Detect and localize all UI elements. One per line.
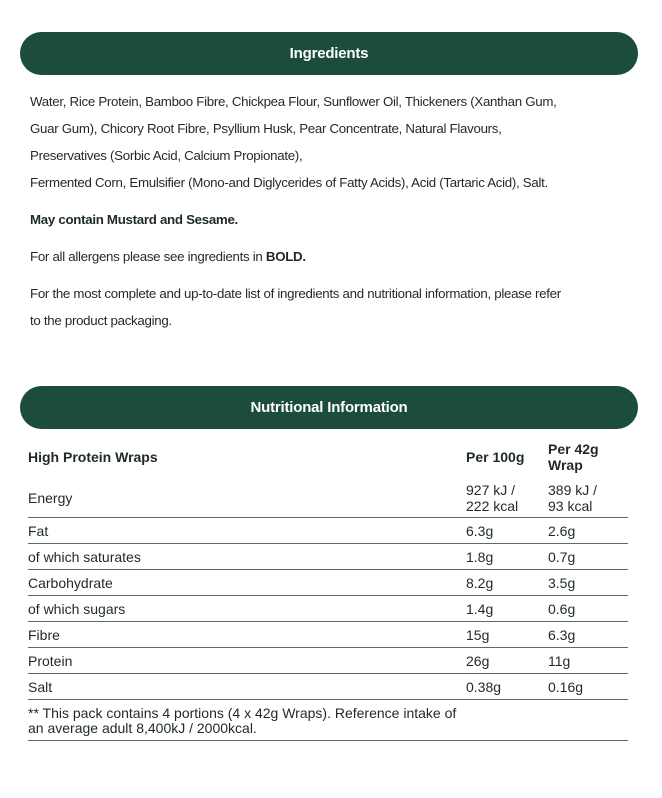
nutrient-label: Protein xyxy=(28,652,73,669)
may-contain-note: May contain Mustard and Sesame. xyxy=(30,212,238,227)
per-wrap-value: 0.16g xyxy=(548,678,584,695)
energy-kcal-per-100g: 222 kcal xyxy=(466,497,519,514)
nutrition-footnote xyxy=(28,700,628,740)
energy-kcal-per-wrap: 93 kcal xyxy=(548,497,593,514)
nutrition-heading: Nutritional Information xyxy=(250,399,408,416)
nutrient-label: Energy xyxy=(28,489,73,506)
complete-info-line: to the product packaging. xyxy=(30,313,172,328)
footnote-text: ** This pack contains 4 portions (4 x 42g Wraps). Reference intake of an average adult 8,400kJ / 2000kcal. xyxy=(28,705,457,736)
per-100g-value: 26g xyxy=(466,652,490,669)
product-column-header: High Protein Wraps xyxy=(28,449,158,465)
table-row xyxy=(28,518,628,544)
table-row xyxy=(28,544,628,570)
nutrient-label: of which sugars xyxy=(28,600,126,617)
complete-info-line: For the most complete and up-to-date list of ingredients and nutritional information, please refer xyxy=(30,286,561,301)
ingredients-body xyxy=(30,88,630,334)
nutrient-label: Carbohydrate xyxy=(28,574,113,591)
per-wrap-header-line1: Per 42g xyxy=(548,441,599,457)
allergens-note-text: For all allergens please see ingredients in xyxy=(30,249,266,264)
energy-kj-per-wrap: 389 kJ / xyxy=(548,481,598,498)
per-100g-value: 8.2g xyxy=(466,574,494,591)
per-wrap-value: 3.5g xyxy=(548,574,576,591)
per-wrap-column-header xyxy=(548,441,628,473)
per-wrap-value: 0.6g xyxy=(548,600,576,617)
table-row xyxy=(28,648,628,674)
nutrition-table xyxy=(28,436,628,741)
per-100g-value xyxy=(466,482,548,514)
per-wrap-value: 0.7g xyxy=(548,548,576,565)
per-wrap-value: 6.3g xyxy=(548,626,576,643)
per-100g-value: 6.3g xyxy=(466,522,494,539)
energy-kj-per-100g: 927 kJ / xyxy=(466,481,516,498)
per-100g-value: 15g xyxy=(466,626,490,643)
per-wrap-value: 11g xyxy=(548,652,571,669)
per-100g-value: 1.8g xyxy=(466,548,494,565)
per-wrap-header-line2: Wrap xyxy=(548,457,583,473)
nutrition-header-row xyxy=(28,436,628,478)
ingredients-heading-banner xyxy=(20,32,638,75)
table-row xyxy=(28,570,628,596)
nutrition-heading-banner xyxy=(20,386,638,429)
per-wrap-value: 2.6g xyxy=(548,522,576,539)
table-row xyxy=(28,596,628,622)
per-100g-column-header: Per 100g xyxy=(466,449,525,465)
ingredients-heading: Ingredients xyxy=(289,45,369,62)
allergens-note-bold: BOLD. xyxy=(265,249,306,264)
nutrition-footnote-wrap xyxy=(28,700,628,741)
allergens-note xyxy=(30,243,630,270)
table-row xyxy=(28,622,628,648)
per-wrap-value xyxy=(548,482,628,514)
ingredients-list-line: Fermented Corn, Emulsifier (Mono-and Diglycerides of Fatty Acids), Acid (Tartaric Acid), Salt. xyxy=(30,175,548,190)
nutrient-label: Fibre xyxy=(28,626,60,643)
nutrient-label: Fat xyxy=(28,522,49,539)
nutrient-label: of which saturates xyxy=(28,548,141,565)
nutrient-label: Salt xyxy=(28,678,53,695)
table-row xyxy=(28,478,628,518)
ingredients-list-line: Guar Gum), Chicory Root Fibre, Psyllium Husk, Pear Concentrate, Natural Flavours, xyxy=(30,121,502,136)
per-100g-value: 1.4g xyxy=(466,600,494,617)
ingredients-list-line: Water, Rice Protein, Bamboo Fibre, Chickpea Flour, Sunflower Oil, Thickeners (Xanthan Gum, xyxy=(30,94,557,109)
per-100g-value: 0.38g xyxy=(466,678,502,695)
ingredients-list-line: Preservatives (Sorbic Acid, Calcium Propionate), xyxy=(30,148,303,163)
table-row xyxy=(28,674,628,700)
